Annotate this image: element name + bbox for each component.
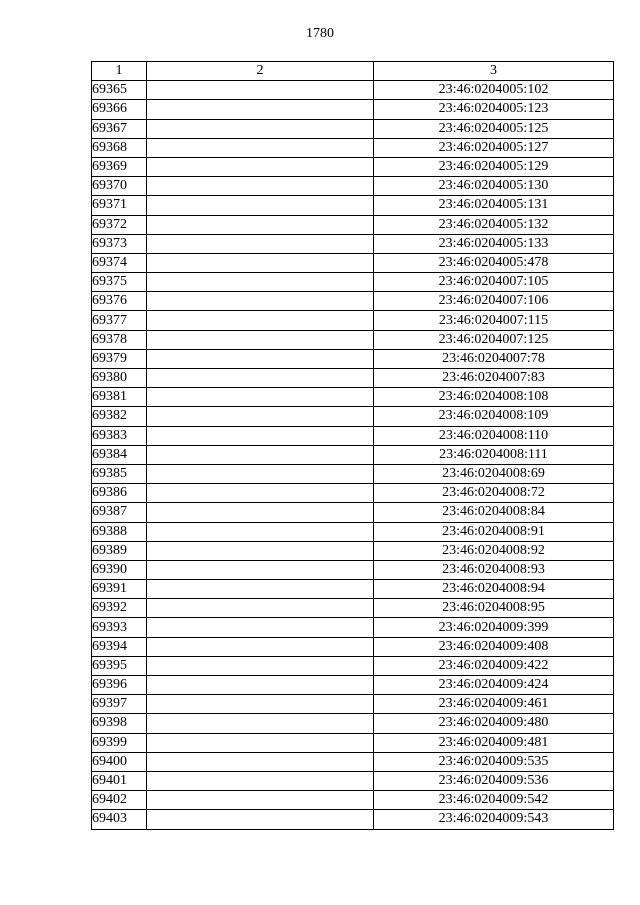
cadastral-number-cell: 23:46:0204005:129	[374, 157, 614, 176]
row-number-cell: 69384	[92, 445, 147, 464]
cadastral-number-cell: 23:46:0204007:105	[374, 273, 614, 292]
row-number-cell: 69393	[92, 618, 147, 637]
row-empty-cell	[147, 637, 374, 656]
cadastral-number-cell: 23:46:0204005:123	[374, 100, 614, 119]
row-empty-cell	[147, 349, 374, 368]
table-row	[92, 311, 614, 330]
column-header-3: 3	[374, 62, 614, 81]
row-number-cell: 69395	[92, 656, 147, 675]
cadastral-number-cell: 23:46:0204009:543	[374, 810, 614, 829]
row-empty-cell	[147, 464, 374, 483]
table-row	[92, 426, 614, 445]
cadastral-number-cell: 23:46:0204009:422	[374, 656, 614, 675]
cadastral-number-cell: 23:46:0204008:84	[374, 503, 614, 522]
table-row	[92, 369, 614, 388]
cadastral-number-cell: 23:46:0204005:478	[374, 253, 614, 272]
table-body	[92, 81, 614, 829]
table-row	[92, 253, 614, 272]
table-row	[92, 292, 614, 311]
row-empty-cell	[147, 330, 374, 349]
row-number-cell: 69379	[92, 349, 147, 368]
row-number-cell: 69386	[92, 484, 147, 503]
row-empty-cell	[147, 484, 374, 503]
row-empty-cell	[147, 177, 374, 196]
row-number-cell: 69396	[92, 676, 147, 695]
row-number-cell: 69374	[92, 253, 147, 272]
row-number-cell: 69390	[92, 560, 147, 579]
cadastral-number-cell: 23:46:0204008:91	[374, 522, 614, 541]
row-number-cell: 69382	[92, 407, 147, 426]
table-row	[92, 407, 614, 426]
row-empty-cell	[147, 388, 374, 407]
cadastral-number-cell: 23:46:0204005:133	[374, 234, 614, 253]
cadastral-number-cell: 23:46:0204007:106	[374, 292, 614, 311]
table-row	[92, 273, 614, 292]
row-number-cell: 69399	[92, 733, 147, 752]
row-empty-cell	[147, 541, 374, 560]
column-header-1: 1	[92, 62, 147, 81]
table-row	[92, 618, 614, 637]
table-row	[92, 714, 614, 733]
row-empty-cell	[147, 119, 374, 138]
table-row	[92, 138, 614, 157]
row-number-cell: 69388	[92, 522, 147, 541]
cadastral-number-cell: 23:46:0204008:110	[374, 426, 614, 445]
table-row	[92, 810, 614, 829]
row-number-cell: 69398	[92, 714, 147, 733]
row-empty-cell	[147, 503, 374, 522]
row-number-cell: 69403	[92, 810, 147, 829]
row-empty-cell	[147, 445, 374, 464]
row-number-cell: 69369	[92, 157, 147, 176]
row-number-cell: 69367	[92, 119, 147, 138]
row-empty-cell	[147, 81, 374, 100]
row-number-cell: 69383	[92, 426, 147, 445]
table-row	[92, 599, 614, 618]
table-row	[92, 234, 614, 253]
row-empty-cell	[147, 656, 374, 675]
cadastral-number-cell: 23:46:0204008:111	[374, 445, 614, 464]
table-row	[92, 503, 614, 522]
row-number-cell: 69394	[92, 637, 147, 656]
row-number-cell: 69377	[92, 311, 147, 330]
cadastral-number-cell: 23:46:0204005:127	[374, 138, 614, 157]
table-row	[92, 580, 614, 599]
row-empty-cell	[147, 215, 374, 234]
row-empty-cell	[147, 292, 374, 311]
table-row	[92, 752, 614, 771]
row-empty-cell	[147, 810, 374, 829]
row-number-cell: 69387	[92, 503, 147, 522]
cadastral-number-cell: 23:46:0204007:125	[374, 330, 614, 349]
table-row	[92, 771, 614, 790]
cadastral-number-cell: 23:46:0204009:535	[374, 752, 614, 771]
row-number-cell: 69376	[92, 292, 147, 311]
row-empty-cell	[147, 253, 374, 272]
table-row	[92, 349, 614, 368]
page-number: 1780	[306, 26, 334, 41]
table-row	[92, 196, 614, 215]
cadastral-number-cell: 23:46:0204008:109	[374, 407, 614, 426]
cadastral-number-cell: 23:46:0204008:95	[374, 599, 614, 618]
row-number-cell: 69401	[92, 771, 147, 790]
cadastral-number-cell: 23:46:0204009:399	[374, 618, 614, 637]
row-empty-cell	[147, 676, 374, 695]
row-number-cell: 69397	[92, 695, 147, 714]
cadastral-number-cell: 23:46:0204008:69	[374, 464, 614, 483]
table-row	[92, 445, 614, 464]
table-row	[92, 81, 614, 100]
row-empty-cell	[147, 733, 374, 752]
cadastral-number-cell: 23:46:0204009:542	[374, 791, 614, 810]
table-row	[92, 791, 614, 810]
row-number-cell: 69375	[92, 273, 147, 292]
row-number-cell: 69370	[92, 177, 147, 196]
table-row	[92, 177, 614, 196]
cadastral-number-cell: 23:46:0204009:480	[374, 714, 614, 733]
table-row	[92, 464, 614, 483]
table-row	[92, 388, 614, 407]
table-row	[92, 215, 614, 234]
cadastral-number-cell: 23:46:0204007:83	[374, 369, 614, 388]
row-empty-cell	[147, 138, 374, 157]
table-row	[92, 637, 614, 656]
table-row	[92, 541, 614, 560]
table-row	[92, 484, 614, 503]
cadastral-number-cell: 23:46:0204005:131	[374, 196, 614, 215]
row-empty-cell	[147, 407, 374, 426]
row-number-cell: 69372	[92, 215, 147, 234]
row-empty-cell	[147, 714, 374, 733]
table-row	[92, 157, 614, 176]
cadastral-number-cell: 23:46:0204007:78	[374, 349, 614, 368]
table-row	[92, 560, 614, 579]
table-row	[92, 119, 614, 138]
cadastral-number-cell: 23:46:0204008:108	[374, 388, 614, 407]
row-number-cell: 69391	[92, 580, 147, 599]
table-row	[92, 676, 614, 695]
row-empty-cell	[147, 560, 374, 579]
table-row	[92, 330, 614, 349]
table-row	[92, 522, 614, 541]
row-empty-cell	[147, 791, 374, 810]
row-empty-cell	[147, 311, 374, 330]
row-empty-cell	[147, 369, 374, 388]
table-header	[92, 62, 614, 81]
cadastral-number-cell: 23:46:0204008:92	[374, 541, 614, 560]
cadastral-number-cell: 23:46:0204008:72	[374, 484, 614, 503]
row-number-cell: 69366	[92, 100, 147, 119]
row-number-cell: 69371	[92, 196, 147, 215]
row-empty-cell	[147, 234, 374, 253]
row-empty-cell	[147, 426, 374, 445]
table-row	[92, 656, 614, 675]
row-number-cell: 69389	[92, 541, 147, 560]
cadastral-number-cell: 23:46:0204008:94	[374, 580, 614, 599]
cadastral-number-cell: 23:46:0204005:125	[374, 119, 614, 138]
row-empty-cell	[147, 196, 374, 215]
row-empty-cell	[147, 100, 374, 119]
cadastral-number-cell: 23:46:0204007:115	[374, 311, 614, 330]
cadastral-number-cell: 23:46:0204009:408	[374, 637, 614, 656]
cadastral-number-cell: 23:46:0204009:461	[374, 695, 614, 714]
cadastral-number-cell: 23:46:0204005:102	[374, 81, 614, 100]
row-empty-cell	[147, 599, 374, 618]
table-row	[92, 695, 614, 714]
row-number-cell: 69400	[92, 752, 147, 771]
row-number-cell: 69365	[92, 81, 147, 100]
row-number-cell: 69373	[92, 234, 147, 253]
header-row	[92, 62, 614, 81]
data-table	[91, 61, 614, 830]
row-number-cell: 69402	[92, 791, 147, 810]
row-empty-cell	[147, 771, 374, 790]
row-empty-cell	[147, 695, 374, 714]
cadastral-number-cell: 23:46:0204008:93	[374, 560, 614, 579]
row-empty-cell	[147, 618, 374, 637]
cadastral-number-cell: 23:46:0204009:536	[374, 771, 614, 790]
row-number-cell: 69381	[92, 388, 147, 407]
row-empty-cell	[147, 522, 374, 541]
row-empty-cell	[147, 752, 374, 771]
cadastral-number-cell: 23:46:0204005:132	[374, 215, 614, 234]
cadastral-number-cell: 23:46:0204009:424	[374, 676, 614, 695]
cadastral-number-cell: 23:46:0204009:481	[374, 733, 614, 752]
row-empty-cell	[147, 157, 374, 176]
row-number-cell: 69368	[92, 138, 147, 157]
row-number-cell: 69392	[92, 599, 147, 618]
row-number-cell: 69378	[92, 330, 147, 349]
row-number-cell: 69380	[92, 369, 147, 388]
row-empty-cell	[147, 580, 374, 599]
cadastral-number-cell: 23:46:0204005:130	[374, 177, 614, 196]
column-header-2: 2	[147, 62, 374, 81]
row-empty-cell	[147, 273, 374, 292]
row-number-cell: 69385	[92, 464, 147, 483]
table-row	[92, 100, 614, 119]
table-row	[92, 733, 614, 752]
